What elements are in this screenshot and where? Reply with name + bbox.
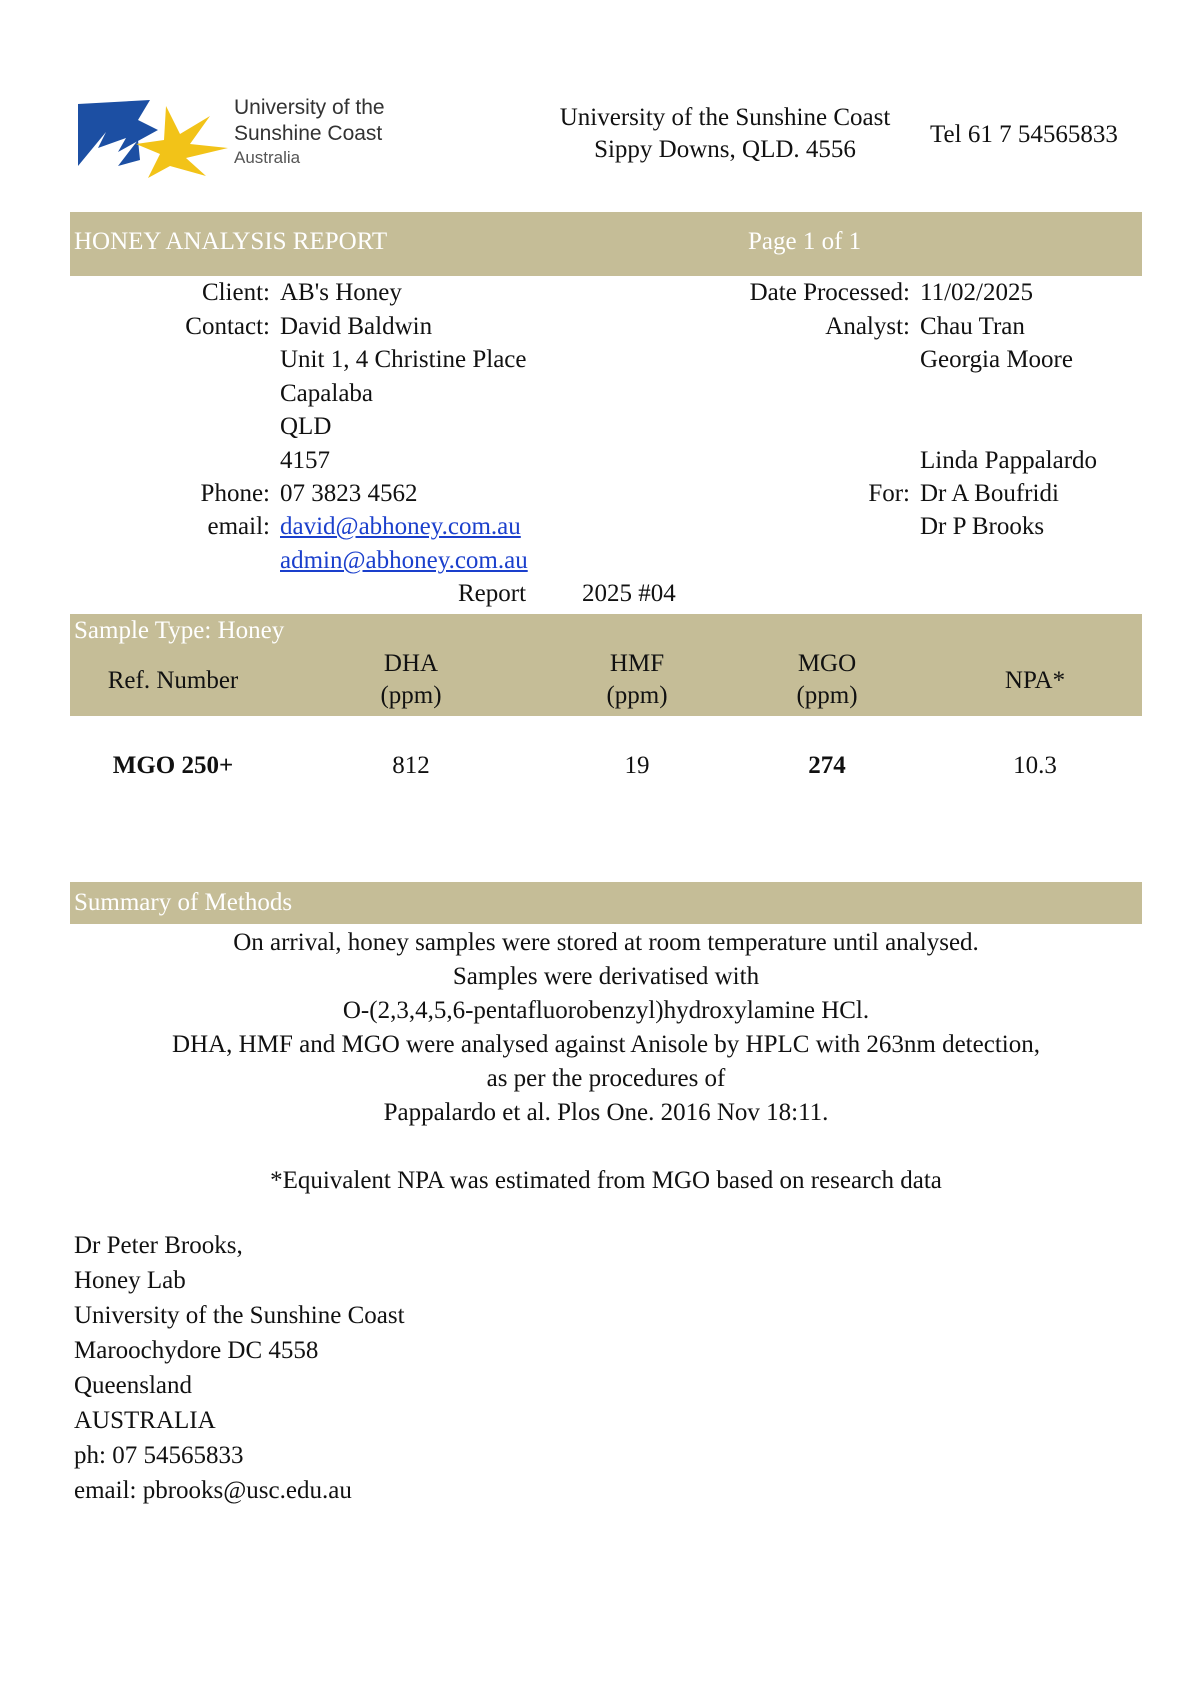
usc-logo-icon [78,96,228,180]
signature-line: Maroochydore DC 4558 [74,1337,319,1364]
date-processed-label: Date Processed: [749,279,910,306]
email-link[interactable]: david@abhoney.com.au [280,513,521,540]
methods-band [70,882,1142,924]
email-label: email: [207,513,270,540]
methods-line: as per the procedures of [486,1065,726,1092]
methods-line: O-(2,3,4,5,6-pentafluorobenzyl)hydroxylamine HCl. [342,997,870,1024]
client-value: AB's Honey [280,279,402,306]
institution-address: Sippy Downs, QLD. 4556 [594,136,856,163]
client-label: Client: [201,279,270,306]
cell-mgo: 274 [808,752,846,779]
page-number: Page 1 of 1 [748,228,862,255]
cell-npa: 10.3 [1013,752,1057,779]
dha-label: DHA [383,650,439,677]
contact-label: Contact: [185,313,270,340]
institution-name: University of the Sunshine Coast [559,104,891,131]
sample-type: Sample Type: Honey [74,617,285,644]
dha-unit: (ppm) [380,682,442,709]
column-header-npa: NPA* [1004,667,1066,694]
cell-dha: 812 [392,752,430,779]
contact-value: David Baldwin [280,313,433,340]
report-number: 2025 #04 [582,580,676,607]
date-processed-value: 11/02/2025 [920,279,1033,306]
mgo-unit: (ppm) [796,682,858,709]
cell-hmf: 19 [624,752,650,779]
analyst-label: Analyst: [825,313,910,340]
address-line: Unit 1, 4 Christine Place [280,346,527,373]
logo-line-1: University of the [234,96,385,119]
report-title-band [70,212,1142,276]
signature-line: email: pbrooks@usc.edu.au [74,1477,352,1504]
phone-label: Phone: [200,480,270,507]
logo-line-3: Australia [234,148,301,167]
signature-line: Dr Peter Brooks, [74,1232,243,1259]
logo-line-2: Sunshine Coast [234,122,383,145]
column-header-ref: Ref. Number [107,667,239,694]
report-title: HONEY ANALYSIS REPORT [74,228,388,255]
hmf-label: HMF [609,650,665,677]
npa-note: *Equivalent NPA was estimated from MGO based on research data [270,1167,942,1194]
signature-line: University of the Sunshine Coast [74,1302,405,1329]
signature-line: Queensland [74,1372,193,1399]
signature-line: Honey Lab [74,1267,186,1294]
for-label: For: [868,480,910,507]
cell-ref: MGO 250+ [112,752,234,779]
methods-line: Samples were derivatised with [452,963,760,990]
column-header-mgo [752,648,902,712]
signature-line: AUSTRALIA [74,1407,216,1434]
methods-line: On arrival, honey samples were stored at room temperature until analysed. [233,929,979,956]
address-line: QLD [280,413,332,440]
methods-title: Summary of Methods [74,889,293,916]
methods-line: Pappalardo et al. Plos One. 2016 Nov 18:11. [383,1099,829,1126]
email-link[interactable]: admin@abhoney.com.au [280,547,528,574]
methods-line: DHA, HMF and MGO were analysed against Anisole by HPLC with 263nm detection, [172,1031,1040,1058]
for-value: Dr P Brooks [920,513,1045,540]
signature-line: ph: 07 54565833 [74,1442,244,1469]
mgo-label: MGO [797,650,857,677]
analyst-name: Georgia Moore [920,346,1073,373]
address-line: Capalaba [280,380,374,407]
for-value: Dr A Boufridi [920,480,1059,507]
column-header-dha [336,648,486,712]
report-label: Report [458,580,527,607]
analyst-name: Linda Pappalardo [920,447,1098,474]
table-row [70,752,1142,788]
telephone: Tel 61 7 54565833 [930,121,1118,148]
logo [78,92,398,182]
phone-value: 07 3823 4562 [280,480,418,507]
hmf-unit: (ppm) [606,682,668,709]
analyst-name: Chau Tran [920,313,1025,340]
sample-table-header [70,614,1142,716]
address-line: 4157 [280,447,330,474]
column-header-hmf [562,648,712,712]
